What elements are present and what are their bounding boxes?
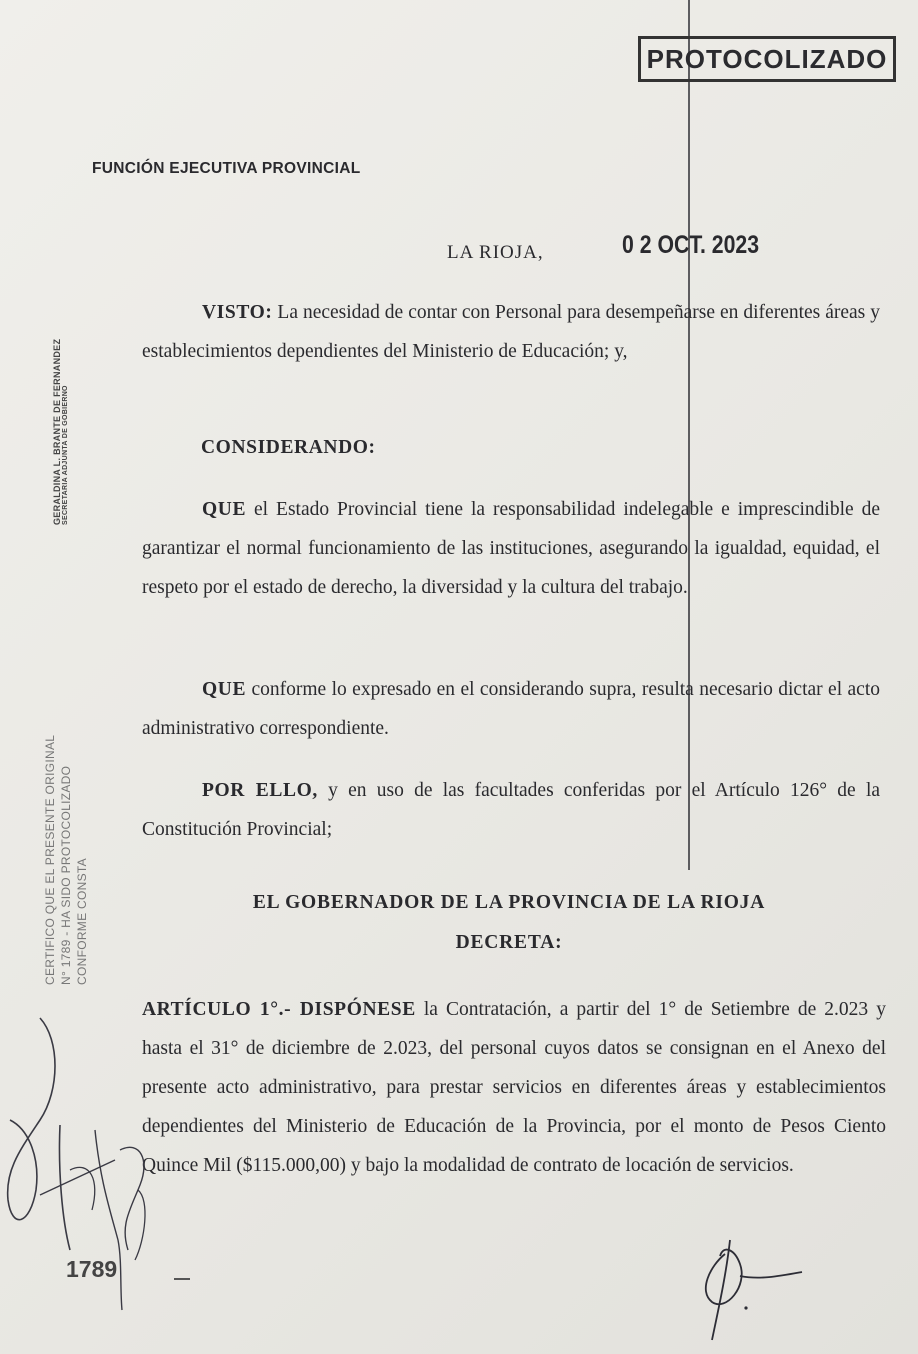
que-paragraph-2 <box>142 670 880 748</box>
que-text-2: conforme lo expresado en el considerando supra, resulta necesario dictar el acto administrativo correspondiente. <box>142 679 881 739</box>
right-signature <box>690 1236 820 1344</box>
articulo-1-paragraph <box>142 990 886 1185</box>
visto-text: La necesidad de contar con Personal para desempeñarse en diferentes áreas y establecimientos dependientes del Ministerio de Educación; y, <box>142 302 880 362</box>
que-label-1: QUE <box>202 499 247 520</box>
date-stamp: 0 2 OCT. 2023 <box>622 231 760 259</box>
por-ello-label: POR ELLO, <box>202 780 318 801</box>
visto-label: VISTO: <box>202 302 273 323</box>
por-ello-paragraph <box>142 771 880 849</box>
place-label: LA RIOJA, <box>447 242 544 263</box>
certification-margin-stamp: CERTIFICO QUE EL PRESENTE ORIGINAL N° 1789 - HA SIDO PROTOCOLIZADO CONFORME CONSTA <box>43 734 89 985</box>
document-header: FUNCIÓN EJECUTIVA PROVINCIAL <box>92 160 361 177</box>
protocolizado-stamp: PROTOCOLIZADO <box>638 36 896 82</box>
decreta-heading: DECRETA: <box>455 932 563 953</box>
articulo-1-text: la Contratación, a partir del 1° de Setiembre de 2.023 y hasta el 31° de diciembre de 2.023, del personal cuyos datos se consignan en el Anexo del presente acto administrativo, para prestar servicios en diferentes áreas y establecimientos dependientes del Ministerio de Educación de la Provincia, por el monto de Pesos Ciento Quince Mil ($115.000,00) y bajo la modalidad de contrato de locación de servicios. <box>142 999 886 1176</box>
secretary-margin-stamp: GERALDINA L. BRANTE DE FERNANDEZ SECRETARIA ADJUNTA DE GOBIERNO <box>52 338 69 525</box>
visto-paragraph <box>142 293 880 371</box>
que-text-1: el Estado Provincial tiene la responsabilidad indelegable e imprescindible de garantizar el normal funcionamiento de las instituciones, asegurando la igualdad, equidad, el respeto por el estado de derecho, la diversidad y la cultura del trabajo. <box>142 499 880 598</box>
page-number-dash <box>174 1278 190 1280</box>
page-number: 1789 <box>66 1256 118 1282</box>
que-paragraph-1 <box>142 490 880 607</box>
considerando-heading: CONSIDERANDO: <box>201 437 376 458</box>
articulo-1-label: ARTÍCULO 1°.- DISPÓNESE <box>142 999 416 1020</box>
por-ello-text: y en uso de las facultades conferidas por el Artículo 126° de la Constitución Provincial; <box>142 780 881 840</box>
que-label-2: QUE <box>202 679 247 700</box>
decree-title: EL GOBERNADOR DE LA PROVINCIA DE LA RIOJA <box>252 892 766 913</box>
